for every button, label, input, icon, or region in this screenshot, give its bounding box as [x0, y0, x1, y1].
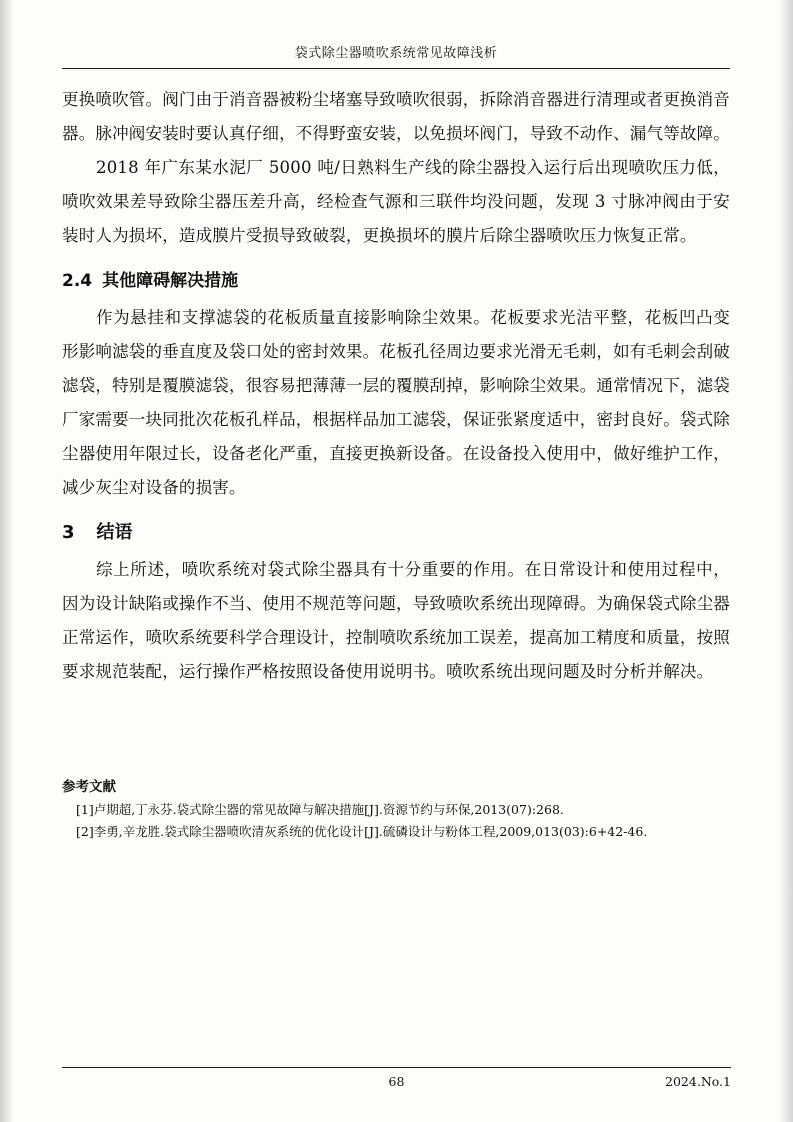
issue-label: 2024.No.1	[665, 1074, 731, 1089]
reference-item: [2]李勇,辛龙胜.袋式除尘器喷吹清灰系统的优化设计[J].硫磷设计与粉体工程,2009,013(03):6+42-46.	[76, 824, 648, 839]
page-number: 68	[388, 1074, 405, 1089]
running-header-title: 袋式除尘器喷吹系统常见故障浅析	[294, 46, 498, 61]
paragraph-case-study: 2018 年广东某水泥厂 5000 吨/日熟料生产线的除尘器投入运行后出现喷吹压力低，喷吹效果差导致除尘器压差升高，经检查气源和三联件均没问题，发现 3 寸脉冲阀由于安装时人为损坏，造成膜片受损导致破裂，更换损坏的膜片后除尘器喷吹压力恢复正常。	[62, 158, 730, 245]
section-title-3: 结语	[96, 522, 133, 543]
page-footer	[62, 1067, 731, 1094]
page-content	[62, 44, 730, 843]
paragraph-other-measures: 作为悬挂和支撑滤袋的花板质量直接影响除尘效果。花板要求光洁平整，花板凹凸变形影响滤袋的垂直度及袋口处的密封效果。花板孔径周边要求光滑无毛刺，如有毛刺会刮破滤袋，特别是覆膜滤袋，很容易把薄薄一层的覆膜刮掉，影响除尘效果。通常情况下，滤袋厂家需要一块同批次花板孔样品，根据样品加工滤袋，保证张紧度适中，密封良好。袋式除尘器使用年限过长，设备老化严重，直接更换新设备。在设备投入使用中，做好维护工作，减少灰尘对设备的损害。	[62, 308, 730, 497]
paragraph-continued: 更换喷吹管。阀门由于消音器被粉尘堵塞导致喷吹很弱，拆除消音器进行清理或者更换消音器。脉冲阀安装时要认真仔细，不得野蛮安装，以免损坏阀门，导致不动作、漏气等故障。	[62, 90, 730, 143]
footer-divider	[62, 1067, 731, 1068]
paragraph-conclusion: 综上所述，喷吹系统对袋式除尘器具有十分重要的作用。在日常设计和使用过程中，因为设计缺陷或操作不当、使用不规范等问题，导致喷吹系统出现障碍。为确保袋式除尘器正常运作，喷吹系统要科学合理设计，控制喷吹系统加工误差，提高加工精度和质量，按照要求规范装配，运行操作严格按照设备使用说明书。喷吹系统出现问题及时分析并解决。	[62, 560, 730, 681]
footer-row	[62, 1074, 731, 1094]
references-title: 参考文献	[62, 779, 116, 795]
section-heading-3	[62, 517, 730, 549]
reference-item: [1]卢期超,丁永芬.袋式除尘器的常见故障与解决措施[J].资源节约与环保,2013(07):268.	[76, 802, 564, 817]
header-divider	[62, 68, 730, 69]
body-text	[62, 83, 730, 689]
section-number-2-4: 2.4	[62, 271, 93, 291]
section-heading-2-4	[62, 265, 730, 297]
running-header	[62, 44, 730, 69]
references-section	[62, 775, 730, 843]
section-title-2-4: 其他障碍解决措施	[102, 271, 239, 291]
section-number-3: 3	[62, 522, 75, 543]
